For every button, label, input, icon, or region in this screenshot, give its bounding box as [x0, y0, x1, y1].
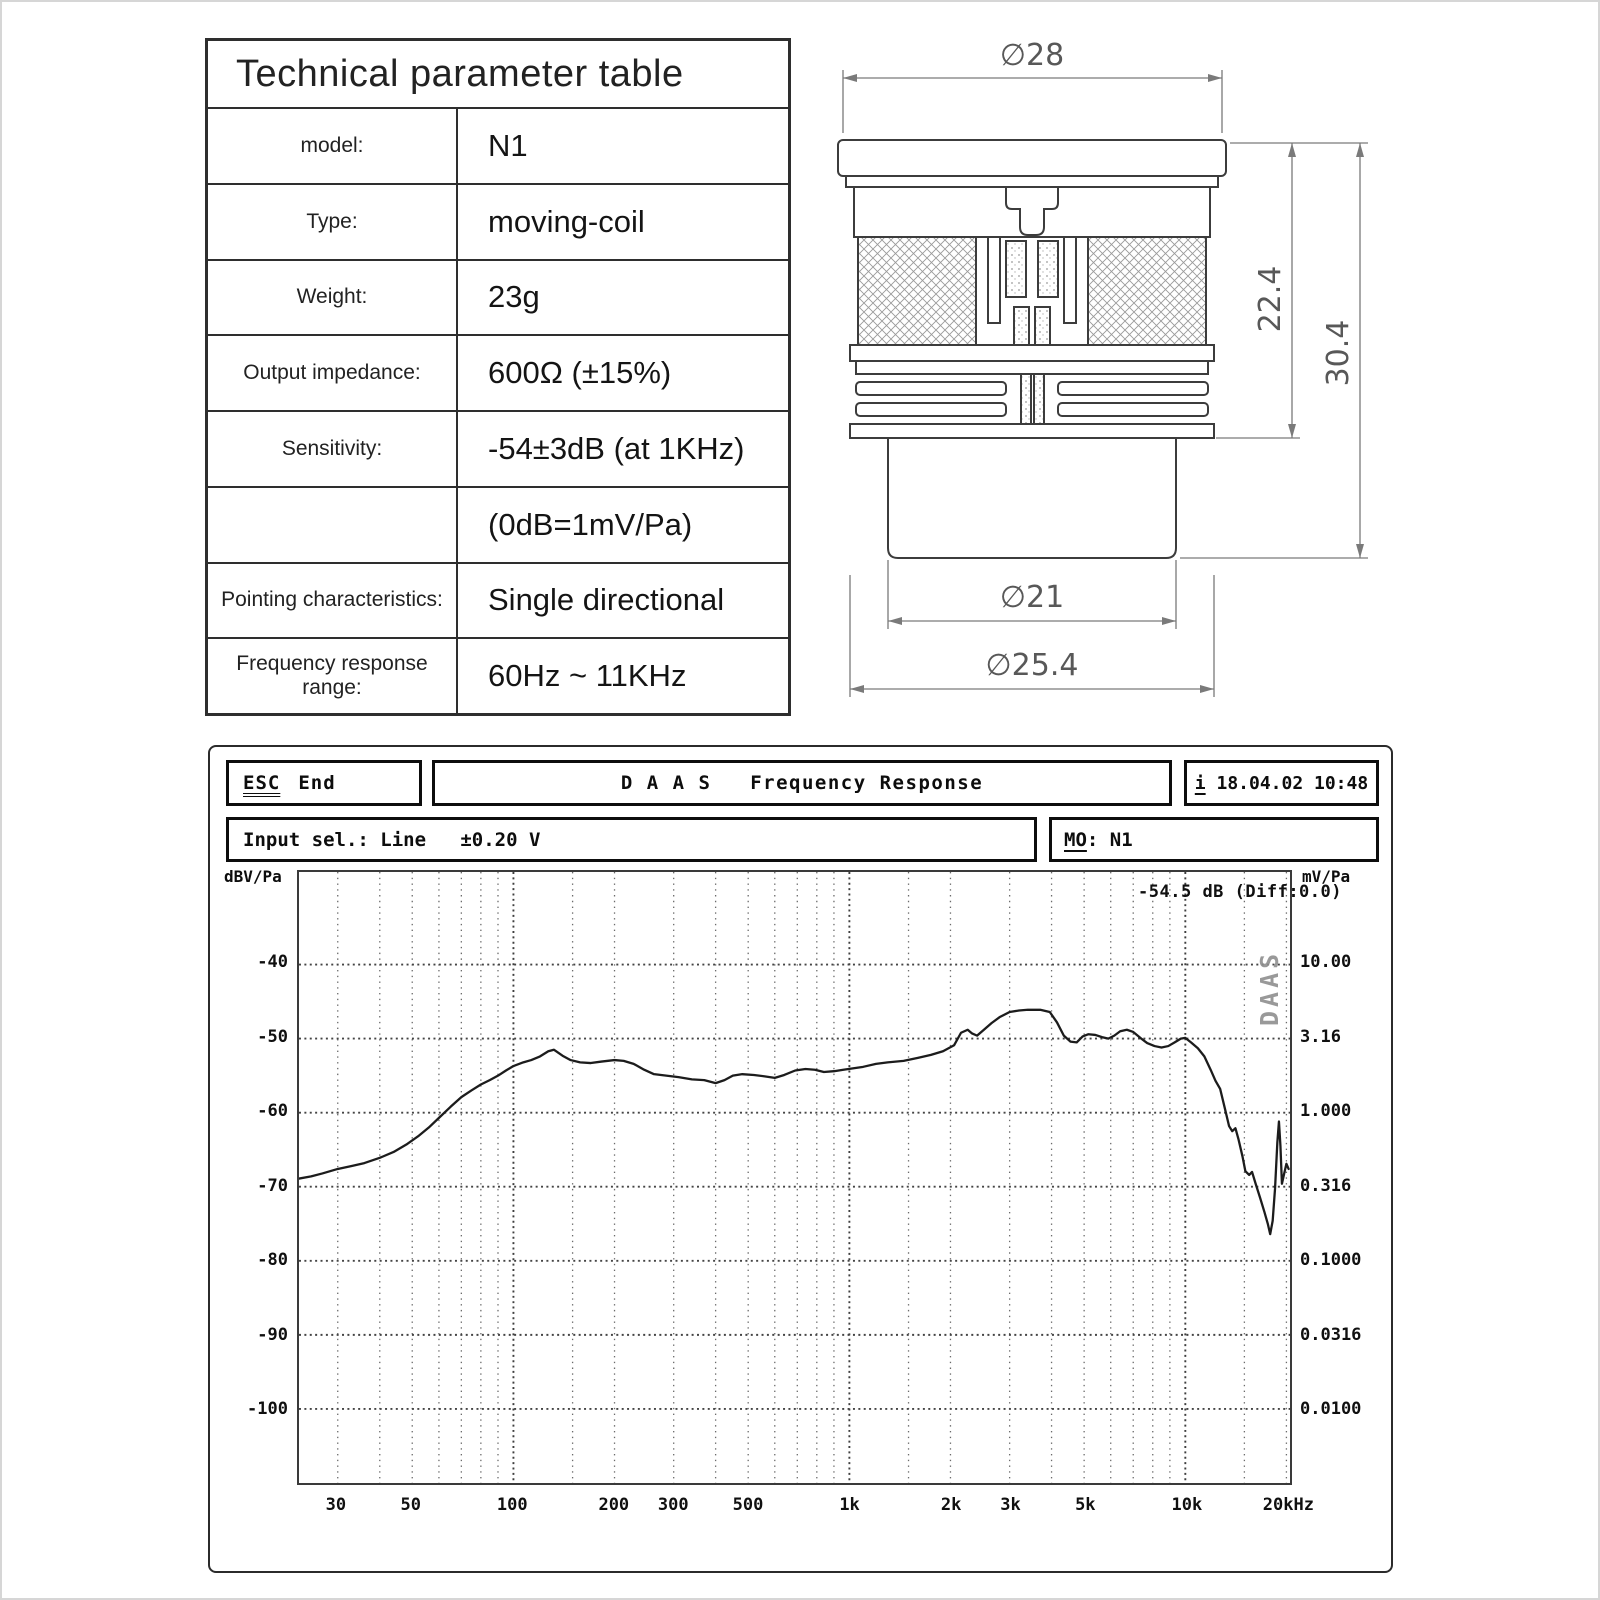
y-tick-left: -70 [257, 1175, 288, 1196]
esc-end-button[interactable] [226, 760, 422, 806]
level-annotation: -54.5 dB (Diff:0.0) [1138, 882, 1342, 902]
x-tick: 1k [839, 1495, 860, 1515]
dim-label-diameter-28: ∅28 [999, 38, 1065, 73]
capsule-drawing [828, 15, 1394, 715]
param-label: model: [208, 109, 458, 183]
dim-label-diameter-21: ∅21 [999, 580, 1065, 615]
x-tick: 2k [940, 1495, 962, 1515]
capsule-cross-section [838, 140, 1226, 558]
info-icon: i [1194, 772, 1206, 794]
x-tick: 30 [325, 1495, 347, 1515]
y-tick-right: 10.00 [1300, 952, 1352, 973]
table-row [208, 410, 788, 486]
x-tick: 10k [1171, 1495, 1203, 1515]
y-tick-left: -50 [257, 1026, 288, 1047]
y-tick-right: 0.0100 [1300, 1399, 1362, 1420]
param-label: Output impedance: [208, 336, 458, 410]
fr-plot-svg [299, 872, 1290, 1483]
table-row [208, 334, 788, 410]
daas-logo: DAAS [1255, 949, 1284, 1026]
param-label [208, 488, 458, 562]
y-tick-right: 0.316 [1300, 1175, 1352, 1196]
datetime-label: 18.04.02 10:48 [1205, 772, 1369, 794]
param-value: 23g [488, 279, 540, 315]
memo-key-label: MO [1064, 828, 1087, 851]
input-select-control[interactable] [226, 817, 1037, 862]
x-tick: 200 [598, 1495, 630, 1515]
param-value: Single directional [488, 582, 725, 618]
param-value: 60Hz ~ 11KHz [488, 658, 687, 694]
param-label: Sensitivity: [208, 412, 458, 486]
x-tick: 20kHz [1262, 1495, 1314, 1515]
param-label: Frequency response range: [208, 639, 458, 713]
table-row [208, 259, 788, 335]
table-row [208, 183, 788, 259]
table-row [208, 107, 788, 183]
y-tick-right: 3.16 [1300, 1026, 1341, 1047]
dim-label-diameter-25-4: ∅25.4 [985, 648, 1079, 683]
param-value: moving-coil [488, 203, 645, 239]
y-tick-left: -80 [257, 1250, 288, 1271]
x-tick: 5k [1075, 1495, 1096, 1515]
spec-table [205, 38, 791, 716]
param-value: 600Ω (±15%) [488, 355, 672, 391]
y-tick-left: -100 [247, 1399, 288, 1420]
y-tick-right: 1.000 [1300, 1101, 1352, 1122]
y-tick-right: 0.0316 [1300, 1324, 1362, 1345]
memo-control[interactable] [1049, 817, 1379, 862]
dim-label-height-30-4: 30.4 [1321, 319, 1356, 387]
input-select-label: Input sel.: Line ±0.20 V [243, 828, 541, 851]
x-tick: 3k [1000, 1495, 1021, 1515]
y-tick-right: 0.1000 [1300, 1250, 1362, 1271]
memo-value: : N1 [1086, 828, 1133, 851]
esc-key-label: ESC [243, 772, 281, 794]
y-axis-unit-right: mV/Pa [1302, 867, 1351, 886]
window-title: D A A S Frequency Response [620, 772, 984, 794]
window-title-bar [432, 760, 1172, 806]
table-row [208, 486, 788, 562]
param-value: -54±3dB (at 1KHz) [488, 430, 745, 466]
x-tick: 100 [496, 1495, 528, 1515]
x-tick: 500 [732, 1495, 764, 1515]
table-row [208, 562, 788, 638]
param-label: Weight: [208, 261, 458, 335]
param-label: Pointing characteristics: [208, 564, 458, 638]
param-label: Type: [208, 185, 458, 259]
spec-table-title: Technical parameter table [236, 52, 684, 95]
table-row [208, 637, 788, 713]
daas-window [208, 745, 1393, 1573]
esc-action-label: End [298, 772, 336, 794]
y-axis-unit-left: dBV/Pa [224, 867, 282, 886]
dim-label-height-22-4: 22.4 [1253, 265, 1288, 333]
param-value: (0dB=1mV/Pa) [488, 506, 693, 542]
x-tick: 50 [400, 1495, 421, 1515]
y-tick-left: -40 [257, 952, 288, 973]
param-value: N1 [488, 127, 528, 163]
x-tick: 300 [657, 1495, 689, 1515]
datetime-box [1184, 760, 1379, 806]
y-tick-left: -60 [257, 1101, 288, 1122]
y-tick-left: -90 [257, 1324, 288, 1345]
